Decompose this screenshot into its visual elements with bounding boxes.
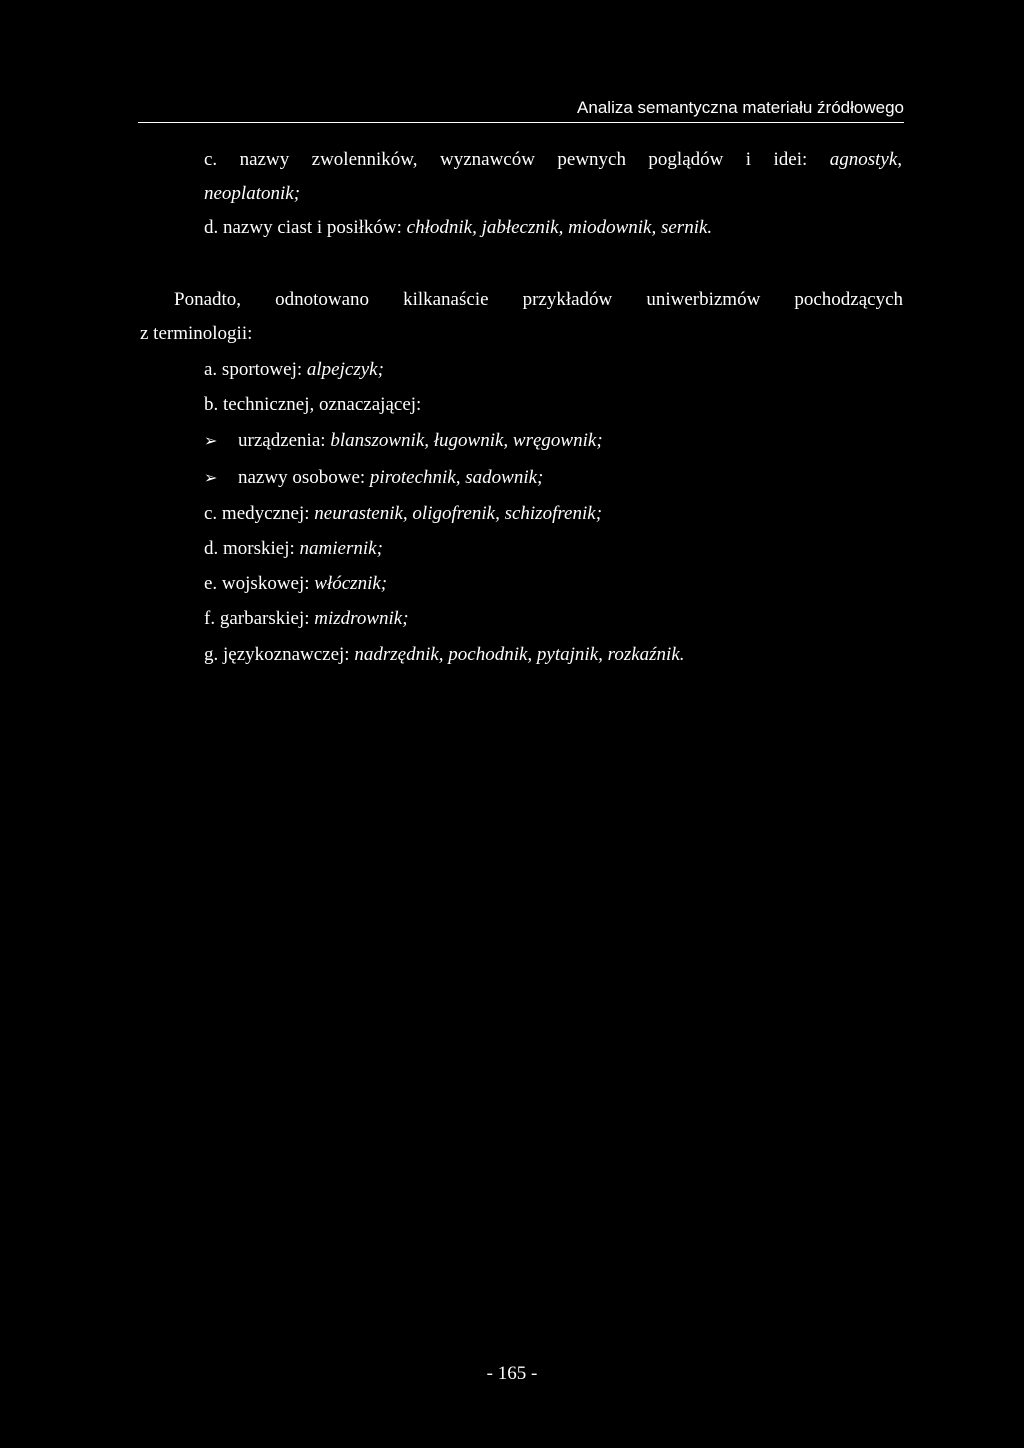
- list-item-c-word: idei:: [773, 149, 808, 170]
- list-item-e-examples: włócznik;: [314, 573, 388, 594]
- list-item-d: [204, 216, 712, 240]
- list-item-g-label: g. językoznawczej:: [204, 644, 355, 665]
- list-item-b: b. technicznej, oznaczającej:: [204, 394, 422, 415]
- bullet-item-2-examples: pirotechnik, sadownik;: [369, 467, 544, 488]
- list-item-f: [204, 607, 409, 631]
- list-item-c-word: wyznawców: [439, 149, 535, 170]
- list-item-e: [204, 572, 387, 596]
- running-header: [138, 96, 904, 123]
- arrow-bullet-icon: ➢: [204, 431, 218, 450]
- list-item-c-word: nazwy: [239, 149, 290, 170]
- list-item-e-label: e. wojskowej:: [204, 573, 315, 594]
- list-item-c-example: agnostyk,: [829, 149, 903, 170]
- running-title: Analiza semantyczna materiału źródłowego: [577, 98, 904, 117]
- page-number: - 165 -: [486, 1363, 538, 1384]
- list-item-a: [204, 358, 384, 382]
- list-item-d2-label: d. morskiej:: [204, 538, 300, 559]
- list-item-c-line1: [204, 148, 902, 172]
- bullet-item-1-examples: blanszownik, ługownik, wręgownik;: [330, 430, 603, 451]
- list-item-c-word: poglądów: [648, 149, 724, 170]
- list-item-c2: [204, 502, 602, 526]
- paragraph-word: Ponadto,: [174, 289, 242, 310]
- list-item-c-word: i: [745, 149, 752, 170]
- paragraph-word: uniwerbizmów: [646, 289, 761, 310]
- paragraph-line1: [174, 288, 903, 312]
- list-item-d2-examples: namiernik;: [299, 538, 383, 559]
- paragraph-line2: z terminologii:: [140, 323, 253, 344]
- list-item-c-word: zwolenników,: [311, 149, 418, 170]
- list-item-d-examples: chłodnik, jabłecznik, miodownik, sernik.: [406, 217, 713, 238]
- list-item-c-line2: neoplatonik;: [204, 183, 301, 204]
- list-item-d2: [204, 537, 383, 561]
- list-item-a-label: a. sportowej:: [204, 359, 307, 380]
- list-item-c2-label: c. medycznej:: [204, 503, 315, 524]
- list-item-c-marker: c.: [204, 149, 218, 170]
- paragraph-word: kilkanaście: [403, 289, 489, 310]
- paragraph-word: odnotowano: [275, 289, 370, 310]
- paragraph-word: przykładów: [522, 289, 613, 310]
- paragraph-word: pochodzących: [794, 289, 904, 310]
- list-item-g-examples: nadrzędnik, pochodnik, pytajnik, rozkaźnik.: [354, 644, 685, 665]
- arrow-bullet-icon: ➢: [204, 468, 218, 487]
- bullet-item-2: [238, 466, 543, 490]
- bullet-item-1: [238, 429, 603, 453]
- list-item-g: [204, 643, 685, 667]
- list-item-a-examples: alpejczyk;: [306, 359, 384, 380]
- bullet-item-2-label: nazwy osobowe:: [238, 467, 370, 488]
- list-item-c-word: pewnych: [557, 149, 626, 170]
- list-item-c2-examples: neurastenik, oligofrenik, schizofrenik;: [314, 503, 603, 524]
- list-item-f-examples: mizdrownik;: [314, 608, 409, 629]
- bullet-item-1-label: urządzenia:: [238, 430, 331, 451]
- list-item-f-label: f. garbarskiej:: [204, 608, 315, 629]
- list-item-d-text: d. nazwy ciast i posiłków:: [204, 217, 407, 238]
